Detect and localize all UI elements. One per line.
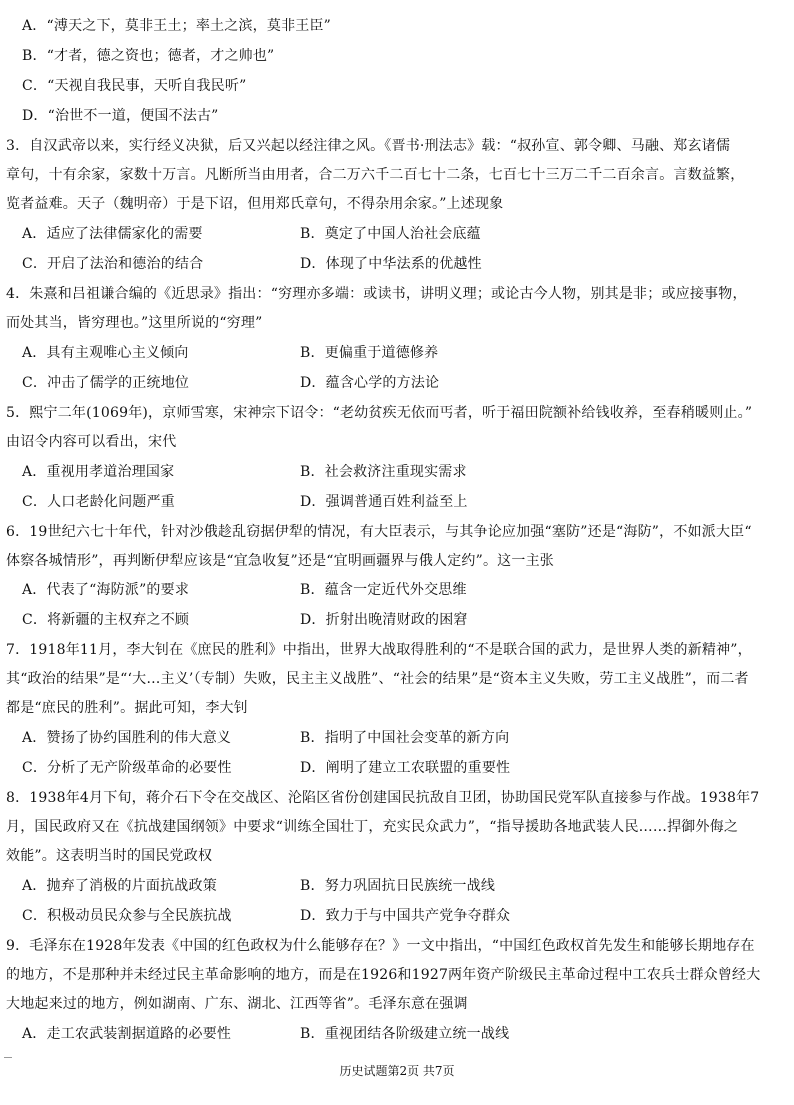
q5-option-b: B．社会救济注重现实需求 [300, 464, 467, 480]
q3-stem-line: 览者益难。天子（魏明帝）于是下诏，但用郑氏章句，不得杂用余家。”上述现象 [6, 196, 504, 212]
q9-stem-line: 9．毛泽东在1928年发表《中国的红色政权为什么能够存在？》一文中指出，“中国红色政权首先发生和能够长期地存在 [6, 938, 755, 954]
q8-stem-line: 效能”。这表明当时的国民党政权 [6, 848, 213, 864]
q7-option-c: C．分析了无产阶级革命的必要性 [22, 760, 232, 776]
q5-option-c: C．人口老龄化问题严重 [22, 494, 175, 510]
q5-option-a: A．重视用孝道治理国家 [22, 464, 175, 480]
q3-option-a: A．适应了法律儒家化的需要 [22, 226, 203, 242]
q9-option-a: A．走工农武装割据道路的必要性 [22, 1026, 232, 1042]
q2-option-d: D．“治世不一道，便国不法古” [22, 108, 219, 124]
q2-option-b: B．“才者，德之资也；德者，才之帅也” [22, 48, 275, 64]
q7-stem-line: 7．1918年11月，李大钊在《庶民的胜利》中指出，世界大战取得胜利的“不是联合国的武力，是世界人类的新精神”， [6, 642, 752, 658]
q4-option-d: D．蕴含心学的方法论 [300, 375, 440, 391]
q3-stem-line: 3．自汉武帝以来，实行经义决狱，后又兴起以经注律之风。《晋书·刑法志》载：“叔孙宣、郭令卿、马融、郑玄诸儒 [6, 138, 731, 154]
q4-stem-line: 而处其当，皆穷理也。”这里所说的“穷理” [6, 315, 263, 331]
q8-option-a: A．抛弃了消极的片面抗战政策 [22, 878, 217, 894]
q5-stem-line: 由诏令内容可以看出，宋代 [6, 434, 177, 450]
q4-option-c: C．冲击了儒学的正统地位 [22, 375, 190, 391]
q7-option-a: A．赞扬了协约国胜利的伟大意义 [22, 730, 232, 746]
q6-option-a: A．代表了“海防派”的要求 [22, 582, 190, 598]
q7-option-b: B．指明了中国社会变革的新方向 [300, 730, 510, 746]
q8-option-c: C．积极动员民众参与全民族抗战 [22, 908, 232, 924]
corner-mark [4, 1057, 12, 1058]
q3-option-c: C．开启了法治和德治的结合 [22, 256, 204, 272]
q9-stem-line: 大地起来过的地方，例如湖南、广东、湖北、江西等省”。毛泽东意在强调 [6, 996, 468, 1012]
q6-stem-line: 体察各城情形”，再判断伊犁应该是“宜急收复”还是“宜明画疆界与俄人定约”。这一主张 [6, 553, 554, 569]
q8-stem-line: 8．1938年4月下旬，蒋介石下令在交战区、沦陷区省份创建国民抗敌自卫团，协助国民党军队直接参与作战。1938年7 [6, 790, 760, 806]
q4-option-a: A．具有主观唯心主义倾向 [22, 345, 189, 361]
q2-option-c: C．“天视自我民事，天听自我民听” [22, 78, 247, 94]
q3-option-d: D．体现了中华法系的优越性 [300, 256, 482, 272]
page-footer: 历史试题第2页 共7页 [339, 1064, 455, 1078]
q5-stem-line: 5．熙宁二年(1069年)，京师雪寒，宋神宗下诏令：“老幼贫疾无依而丐者，听于福田院额补给钱收养，至春稍暖则止。” [6, 405, 753, 421]
q9-stem-line: 的地方，不是那种并未经过民主革命影响的地方，而是在1926和1927两年资产阶级民主革命过程中工农兵士群众曾经大 [6, 967, 761, 983]
q5-option-d: D．强调普通百姓利益至上 [300, 494, 468, 510]
q8-option-d: D．致力于与中国共产党争夺群众 [300, 908, 511, 924]
q4-option-b: B．更偏重于道德修养 [300, 345, 439, 361]
q6-option-b: B．蕴含一定近代外交思维 [300, 582, 467, 598]
q6-stem-line: 6．19世纪六七十年代，针对沙俄趁乱窃据伊犁的情况，有大臣表示，与其争论应加强“塞防”还是“海防”，不如派大臣“ [6, 524, 752, 540]
q3-option-b: B．奠定了中国人治社会底蕴 [300, 226, 481, 242]
q6-option-c: C．将新疆的主权弃之不顾 [22, 612, 190, 628]
q9-option-b: B．重视团结各阶级建立统一战线 [300, 1026, 510, 1042]
q7-stem-line: 都是“庶民的胜利”。据此可知，李大钊 [6, 700, 248, 716]
q8-option-b: B．努力巩固抗日民族统一战线 [300, 878, 496, 894]
q3-stem-line: 章句，十有余家，家数十万言。凡断所当由用者，合二万六千二百七十二条，七百七十三万二千二百余言。言数益繁， [6, 167, 745, 183]
q7-option-d: D．阐明了建立工农联盟的重要性 [300, 760, 511, 776]
q7-stem-line: 其“政治的结果”是“‘大…主义’（专制）失败，民主主义战胜”、“社会的结果”是“资本主义失败，劳工主义战胜”，而二者 [6, 671, 749, 687]
q4-stem-line: 4．朱熹和吕祖谦合编的《近思录》指出：“穷理亦多端：或读书，讲明义理；或论古今人物，别其是非；或应接事物， [6, 286, 747, 302]
q2-option-a: A．“溥天之下，莫非王土；率土之滨，莫非王臣” [22, 18, 332, 34]
q8-stem-line: 月，国民政府又在《抗战建国纲领》中要求“训练全国壮丁，充实民众武力”，“指导援助各地武装人民……捍御外侮之 [6, 819, 739, 835]
q6-option-d: D．折射出晚清财政的困窘 [300, 612, 468, 628]
